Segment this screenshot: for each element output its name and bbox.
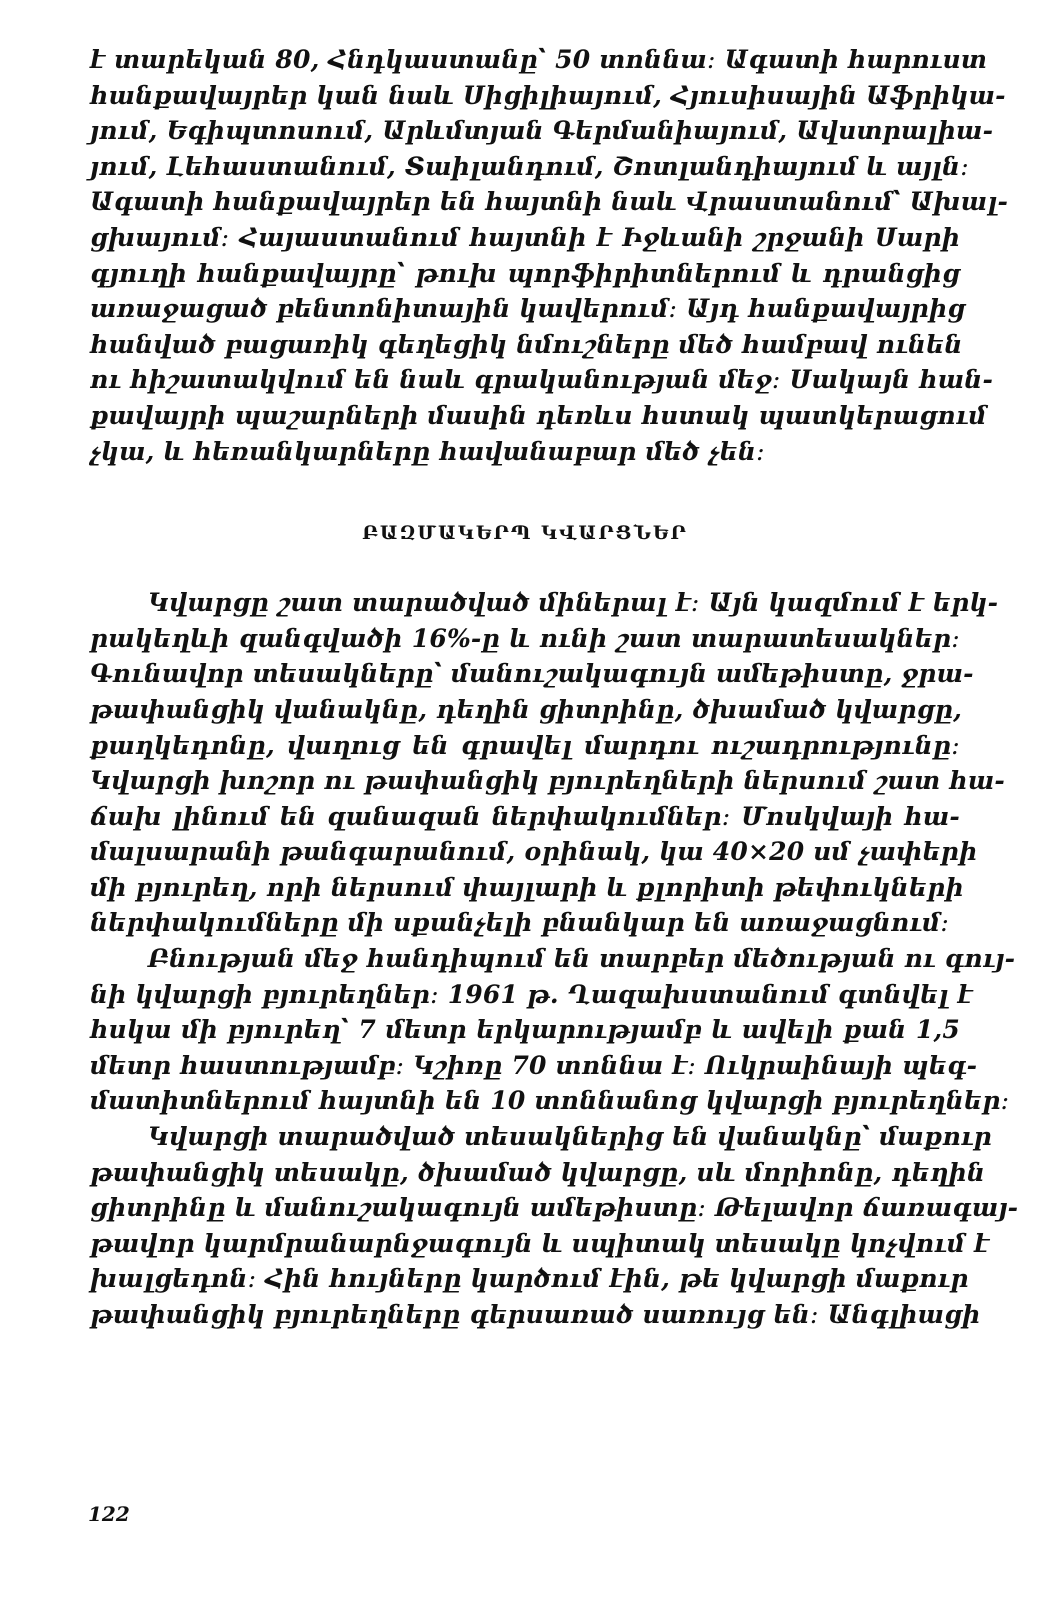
text-line: թավոր կարմրանարնջագույն և սպիտակ տեսակը կոչվում է [90,1228,990,1258]
text-line: թափանցիկ բյուրեղները գերսառած սառույց են։ Անգլիացի [90,1300,981,1329]
text-line: քաղկեդոնը, վաղուց են գրավել մարդու ուշադրությունը։ [90,730,960,760]
text-line: Գունավոր տեսակները՝ մանուշակագույն ամեթիստը, ջրա- [90,659,974,689]
text-line: մալսարանի թանգարանում, օրինակ, կա 40×20 սմ չափերի [90,837,978,867]
text-line: գյուղի հանքավայրը՝ թուխ պորֆիրիտներում և դրանցից [90,258,960,288]
page-number: 122 [88,1502,130,1526]
text-line: ներփակումները մի սքանչելի բնանկար են առաջացնում։ [90,908,950,938]
text-line: քավայրի պաշարների մասին դեռևս հստակ պատկերացում [90,400,987,430]
text-line: Կվարցի տարածված տեսակներից են վանակնը՝ մաքուր [148,1122,992,1152]
text-line: մետր հաստությամբ։ Կշիռը 70 տոննա է։ Ուկրաինայի պեգ- [90,1050,978,1080]
text-line: յում, Եգիպտոսում, Արևմտյան Գերմանիայում, Ավստրալիա- [90,116,994,146]
text-line: թափանցիկ տեսակը, ծխամած կվարցը, սև մորիոնը, դեղին [90,1157,986,1187]
text-line: հսկա մի բյուրեղ՝ 7 մետր երկարությամբ և ավելի քան 1,5 [90,1015,960,1045]
text-line: ու հիշատակվում են նաև գրականության մեջ։ Սակայն հան- [90,365,994,395]
text-line: նի կվարցի բյուրեղներ։ 1961 թ. Ղազախստանում գտնվել է [90,979,973,1009]
text-line: մի բյուրեղ, որի ներսում փայլարի և քլորիտի թեփուկների [90,872,964,902]
paragraph-4 [90,1119,1019,1333]
text-line: հանքավայրեր կան նաև Սիցիլիայում, Հյուսիսային Աֆրիկա- [90,80,1006,110]
text-line: թափանցիկ վանակնը, դեղին ցիտրինը, ծխամած կվարցը, [90,694,963,724]
text-line: Ագատի հանքավայրեր են հայտնի նաև Վրաստանում՝ Ախալ- [90,187,1009,217]
text-line: մատիտներում հայտնի են 10 տոննանոց կվարցի բյուրեղներ։ [90,1086,1010,1116]
text-line: Կվարցը շատ տարածված միներալ է։ Այն կազմում է երկ- [148,588,999,618]
page-body [90,42,1019,1333]
section-heading: ԲԱԶՄԱԿԵՐՊ ԿՎԱՐՑՆԵՐ [362,522,688,545]
text-line: ցիտրինը և մանուշակագույն ամեթիստը։ Թելավոր ճառագայ- [90,1193,1019,1223]
text-line: Կվարցի խոշոր ու թափանցիկ բյուրեղների ներսում շատ հա- [90,766,1005,796]
text-line: րակեղևի զանգվածի 16%-ը և ունի շատ տարատեսակներ։ [90,623,960,653]
text-line: չկա, և հեռանկարները հավանաբար մեծ չեն։ [90,436,765,466]
text-line: է տարեկան 80, Հնդկաստանը՝ 50 տոննա։ Ագատի հարուստ [90,45,988,74]
text-line: ցխայում։ Հայաստանում հայտնի է Իջևանի շրջանի Սարի [90,222,960,252]
paragraph-2 [90,585,1005,941]
paragraph-1 [90,42,1009,469]
text-line: առաջացած բենտոնիտային կավերում։ Այդ հանքավայրից [90,294,966,324]
text-line: ճախ լինում են զանազան ներփակումներ։ Մոսկվայի հա- [90,801,960,831]
text-line: Բնության մեջ հանդիպում են տարբեր մեծության ու գույ- [148,944,1016,974]
text-line: յում, Լեհաստանում, Տաիլանդում, Շոտլանդիայում և այլն։ [90,151,969,181]
text-line: խալցեդոն։ Հին հույները կարծում էին, թե կվարցի մաքուր [90,1264,969,1294]
paragraph-3 [90,941,1016,1119]
text-line: հանված բացառիկ գեղեցիկ նմուշները մեծ համբավ ունեն [90,329,963,359]
